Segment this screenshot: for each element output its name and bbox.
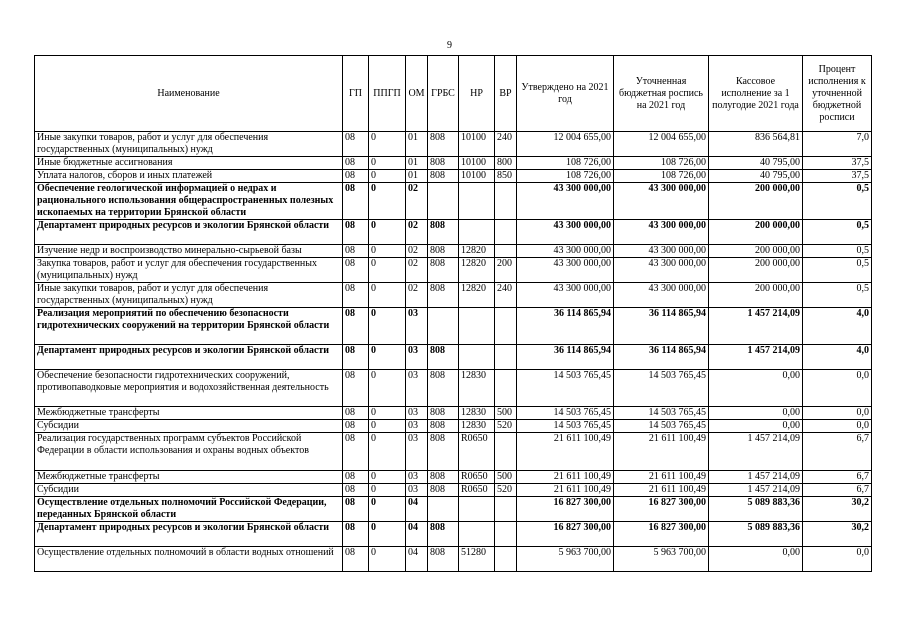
cell-ppgp: 0 xyxy=(369,132,406,157)
cell-grbs xyxy=(428,497,459,522)
cell-cash: 0,00 xyxy=(709,420,803,433)
cell-nr: 12820 xyxy=(459,245,495,258)
cell-name: Обеспечение геологической информацией о недрах и рационального использования общераспространенных полезных ископаемых на территории Брянской области xyxy=(35,183,343,220)
cell-nr: 51280 xyxy=(459,547,495,572)
cell-gp: 08 xyxy=(343,370,369,407)
cell-approved: 43 300 000,00 xyxy=(517,258,614,283)
cell-approved: 36 114 865,94 xyxy=(517,345,614,370)
col-header-gp: ГП xyxy=(343,56,369,132)
cell-ppgp: 0 xyxy=(369,471,406,484)
cell-percent: 6,7 xyxy=(803,484,872,497)
cell-grbs: 808 xyxy=(428,547,459,572)
cell-vr: 240 xyxy=(495,283,517,308)
cell-nr xyxy=(459,308,495,345)
cell-percent: 4,0 xyxy=(803,308,872,345)
cell-percent: 0,5 xyxy=(803,258,872,283)
cell-name: Субсидии xyxy=(35,484,343,497)
cell-percent: 30,2 xyxy=(803,522,872,547)
cell-nr: R0650 xyxy=(459,433,495,471)
cell-gp: 08 xyxy=(343,407,369,420)
table-row xyxy=(35,497,872,522)
cell-grbs: 808 xyxy=(428,258,459,283)
cell-grbs: 808 xyxy=(428,420,459,433)
cell-ppgp: 0 xyxy=(369,345,406,370)
cell-grbs: 808 xyxy=(428,471,459,484)
cell-nr: 12820 xyxy=(459,258,495,283)
cell-percent: 0,5 xyxy=(803,245,872,258)
cell-vr xyxy=(495,220,517,245)
cell-ppgp: 0 xyxy=(369,370,406,407)
cell-cash: 40 795,00 xyxy=(709,170,803,183)
cell-nr: R0650 xyxy=(459,471,495,484)
table-row xyxy=(35,471,872,484)
table-row xyxy=(35,183,872,220)
cell-cash: 5 089 883,36 xyxy=(709,497,803,522)
cell-vr: 520 xyxy=(495,420,517,433)
cell-gp: 08 xyxy=(343,522,369,547)
cell-approved: 14 503 765,45 xyxy=(517,370,614,407)
cell-cash: 0,00 xyxy=(709,370,803,407)
cell-name: Межбюджетные трансферты xyxy=(35,471,343,484)
cell-om: 03 xyxy=(406,471,428,484)
cell-om: 03 xyxy=(406,407,428,420)
cell-cash: 1 457 214,09 xyxy=(709,308,803,345)
cell-percent: 0,0 xyxy=(803,547,872,572)
cell-nr: R0650 xyxy=(459,484,495,497)
col-header-vr: ВР xyxy=(495,56,517,132)
cell-vr xyxy=(495,345,517,370)
cell-vr xyxy=(495,433,517,471)
table-row xyxy=(35,345,872,370)
cell-approved: 43 300 000,00 xyxy=(517,283,614,308)
cell-approved: 14 503 765,45 xyxy=(517,407,614,420)
cell-name: Субсидии xyxy=(35,420,343,433)
cell-gp: 08 xyxy=(343,157,369,170)
cell-approved: 43 300 000,00 xyxy=(517,220,614,245)
cell-grbs xyxy=(428,183,459,220)
cell-cash: 1 457 214,09 xyxy=(709,433,803,471)
cell-gp: 08 xyxy=(343,183,369,220)
table-row xyxy=(35,420,872,433)
table-row xyxy=(35,170,872,183)
table-row xyxy=(35,258,872,283)
cell-grbs xyxy=(428,308,459,345)
cell-percent: 37,5 xyxy=(803,170,872,183)
col-header-refined: Уточненная бюджетная роспись на 2021 год xyxy=(614,56,709,132)
cell-ppgp: 0 xyxy=(369,522,406,547)
cell-om: 04 xyxy=(406,497,428,522)
cell-ppgp: 0 xyxy=(369,157,406,170)
cell-percent: 0,5 xyxy=(803,183,872,220)
cell-refined: 43 300 000,00 xyxy=(614,245,709,258)
cell-vr xyxy=(495,370,517,407)
col-header-approved: Утверждено на 2021 год xyxy=(517,56,614,132)
cell-approved: 108 726,00 xyxy=(517,157,614,170)
cell-om: 02 xyxy=(406,220,428,245)
col-header-cash: Кассовое исполнение за 1 полугодие 2021 года xyxy=(709,56,803,132)
cell-nr: 12820 xyxy=(459,283,495,308)
cell-gp: 08 xyxy=(343,345,369,370)
cell-vr: 500 xyxy=(495,407,517,420)
cell-om: 02 xyxy=(406,183,428,220)
cell-gp: 08 xyxy=(343,132,369,157)
cell-approved: 12 004 655,00 xyxy=(517,132,614,157)
table-row xyxy=(35,308,872,345)
cell-om: 03 xyxy=(406,433,428,471)
cell-gp: 08 xyxy=(343,547,369,572)
table-row xyxy=(35,245,872,258)
cell-gp: 08 xyxy=(343,484,369,497)
cell-refined: 43 300 000,00 xyxy=(614,283,709,308)
cell-grbs: 808 xyxy=(428,220,459,245)
cell-name: Иные закупки товаров, работ и услуг для обеспечения государственных (муниципальных) нужд xyxy=(35,283,343,308)
cell-refined: 5 963 700,00 xyxy=(614,547,709,572)
table-row xyxy=(35,283,872,308)
cell-om: 03 xyxy=(406,370,428,407)
cell-cash: 836 564,81 xyxy=(709,132,803,157)
cell-nr: 12830 xyxy=(459,370,495,407)
cell-name: Департамент природных ресурсов и экологии Брянской области xyxy=(35,522,343,547)
cell-approved: 14 503 765,45 xyxy=(517,420,614,433)
cell-name: Межбюджетные трансферты xyxy=(35,407,343,420)
cell-refined: 43 300 000,00 xyxy=(614,220,709,245)
cell-grbs: 808 xyxy=(428,433,459,471)
cell-nr: 12830 xyxy=(459,407,495,420)
cell-grbs: 808 xyxy=(428,484,459,497)
cell-nr: 10100 xyxy=(459,132,495,157)
cell-percent: 7,0 xyxy=(803,132,872,157)
cell-grbs: 808 xyxy=(428,407,459,420)
cell-refined: 16 827 300,00 xyxy=(614,497,709,522)
cell-grbs: 808 xyxy=(428,345,459,370)
header-row xyxy=(35,56,872,132)
cell-vr xyxy=(495,308,517,345)
cell-om: 03 xyxy=(406,345,428,370)
cell-om: 01 xyxy=(406,170,428,183)
cell-refined: 21 611 100,49 xyxy=(614,484,709,497)
cell-grbs: 808 xyxy=(428,170,459,183)
cell-gp: 08 xyxy=(343,245,369,258)
col-header-grbs: ГРБС xyxy=(428,56,459,132)
cell-percent: 0,5 xyxy=(803,283,872,308)
cell-cash: 1 457 214,09 xyxy=(709,345,803,370)
cell-ppgp: 0 xyxy=(369,433,406,471)
table-body xyxy=(35,132,872,572)
cell-name: Осуществление отдельных полномочий в области водных отношений xyxy=(35,547,343,572)
cell-grbs: 808 xyxy=(428,132,459,157)
cell-refined: 43 300 000,00 xyxy=(614,183,709,220)
col-header-nr: НР xyxy=(459,56,495,132)
cell-vr: 240 xyxy=(495,132,517,157)
cell-vr xyxy=(495,183,517,220)
cell-gp: 08 xyxy=(343,258,369,283)
cell-name: Департамент природных ресурсов и экологии Брянской области xyxy=(35,345,343,370)
cell-cash: 200 000,00 xyxy=(709,183,803,220)
cell-approved: 5 963 700,00 xyxy=(517,547,614,572)
cell-name: Изучение недр и воспроизводство минерально-сырьевой базы xyxy=(35,245,343,258)
cell-approved: 21 611 100,49 xyxy=(517,484,614,497)
cell-vr: 200 xyxy=(495,258,517,283)
table-row xyxy=(35,547,872,572)
table-row xyxy=(35,522,872,547)
cell-grbs: 808 xyxy=(428,522,459,547)
col-header-om: ОМ xyxy=(406,56,428,132)
cell-refined: 21 611 100,49 xyxy=(614,433,709,471)
cell-name: Иные бюджетные ассигнования xyxy=(35,157,343,170)
cell-vr xyxy=(495,547,517,572)
cell-nr: 10100 xyxy=(459,157,495,170)
cell-vr xyxy=(495,522,517,547)
cell-cash: 40 795,00 xyxy=(709,157,803,170)
cell-cash: 0,00 xyxy=(709,547,803,572)
cell-percent: 0,0 xyxy=(803,370,872,407)
cell-refined: 108 726,00 xyxy=(614,157,709,170)
table-row xyxy=(35,407,872,420)
col-header-name: Наименование xyxy=(35,56,343,132)
cell-grbs: 808 xyxy=(428,283,459,308)
cell-om: 03 xyxy=(406,308,428,345)
cell-vr xyxy=(495,245,517,258)
cell-nr: 12830 xyxy=(459,420,495,433)
col-header-percent: Процент исполнения к уточненной бюджетной росписи xyxy=(803,56,872,132)
cell-gp: 08 xyxy=(343,433,369,471)
cell-percent: 6,7 xyxy=(803,471,872,484)
cell-refined: 14 503 765,45 xyxy=(614,420,709,433)
cell-approved: 21 611 100,49 xyxy=(517,471,614,484)
cell-vr: 850 xyxy=(495,170,517,183)
cell-percent: 0,0 xyxy=(803,420,872,433)
cell-om: 01 xyxy=(406,132,428,157)
cell-cash: 200 000,00 xyxy=(709,220,803,245)
cell-refined: 108 726,00 xyxy=(614,170,709,183)
cell-om: 02 xyxy=(406,283,428,308)
table-row xyxy=(35,132,872,157)
cell-cash: 0,00 xyxy=(709,407,803,420)
cell-om: 03 xyxy=(406,420,428,433)
cell-ppgp: 0 xyxy=(369,170,406,183)
cell-cash: 200 000,00 xyxy=(709,258,803,283)
cell-gp: 08 xyxy=(343,497,369,522)
cell-grbs: 808 xyxy=(428,245,459,258)
cell-approved: 16 827 300,00 xyxy=(517,497,614,522)
cell-refined: 21 611 100,49 xyxy=(614,471,709,484)
cell-ppgp: 0 xyxy=(369,183,406,220)
cell-ppgp: 0 xyxy=(369,497,406,522)
cell-approved: 108 726,00 xyxy=(517,170,614,183)
cell-nr xyxy=(459,345,495,370)
cell-gp: 08 xyxy=(343,308,369,345)
cell-refined: 36 114 865,94 xyxy=(614,308,709,345)
cell-cash: 1 457 214,09 xyxy=(709,484,803,497)
cell-gp: 08 xyxy=(343,170,369,183)
cell-name: Реализация мероприятий по обеспечению безопасности гидротехнических сооружений на территории Брянской области xyxy=(35,308,343,345)
cell-om: 01 xyxy=(406,157,428,170)
cell-approved: 43 300 000,00 xyxy=(517,245,614,258)
cell-refined: 14 503 765,45 xyxy=(614,370,709,407)
cell-percent: 4,0 xyxy=(803,345,872,370)
cell-name: Департамент природных ресурсов и экологии Брянской области xyxy=(35,220,343,245)
cell-refined: 14 503 765,45 xyxy=(614,407,709,420)
budget-execution-table xyxy=(34,55,872,572)
cell-nr xyxy=(459,497,495,522)
cell-percent: 0,5 xyxy=(803,220,872,245)
cell-percent: 6,7 xyxy=(803,433,872,471)
cell-refined: 43 300 000,00 xyxy=(614,258,709,283)
cell-refined: 12 004 655,00 xyxy=(614,132,709,157)
cell-grbs: 808 xyxy=(428,370,459,407)
cell-gp: 08 xyxy=(343,420,369,433)
cell-name: Реализация государственных программ субъектов Российской Федерации в области использования и охраны водных объектов xyxy=(35,433,343,471)
cell-approved: 36 114 865,94 xyxy=(517,308,614,345)
cell-ppgp: 0 xyxy=(369,308,406,345)
cell-cash: 5 089 883,36 xyxy=(709,522,803,547)
cell-ppgp: 0 xyxy=(369,258,406,283)
cell-approved: 43 300 000,00 xyxy=(517,183,614,220)
cell-name: Обеспечение безопасности гидротехнических сооружений, противопаводковые мероприятия и водохозяйственная деятельность xyxy=(35,370,343,407)
cell-om: 03 xyxy=(406,484,428,497)
cell-ppgp: 0 xyxy=(369,420,406,433)
cell-nr xyxy=(459,522,495,547)
cell-gp: 08 xyxy=(343,471,369,484)
cell-nr: 10100 xyxy=(459,170,495,183)
cell-name: Закупка товаров, работ и услуг для обеспечения государственных (муниципальных) нужд xyxy=(35,258,343,283)
cell-name: Уплата налогов, сборов и иных платежей xyxy=(35,170,343,183)
cell-ppgp: 0 xyxy=(369,245,406,258)
cell-name: Иные закупки товаров, работ и услуг для обеспечения государственных (муниципальных) нужд xyxy=(35,132,343,157)
table-row xyxy=(35,220,872,245)
cell-percent: 0,0 xyxy=(803,407,872,420)
cell-vr: 500 xyxy=(495,471,517,484)
cell-percent: 37,5 xyxy=(803,157,872,170)
page-number: 9 xyxy=(447,40,452,51)
cell-ppgp: 0 xyxy=(369,220,406,245)
table-row xyxy=(35,370,872,407)
cell-om: 02 xyxy=(406,245,428,258)
cell-ppgp: 0 xyxy=(369,283,406,308)
cell-nr xyxy=(459,183,495,220)
cell-om: 04 xyxy=(406,522,428,547)
cell-gp: 08 xyxy=(343,283,369,308)
cell-cash: 1 457 214,09 xyxy=(709,471,803,484)
cell-ppgp: 0 xyxy=(369,547,406,572)
cell-cash: 200 000,00 xyxy=(709,283,803,308)
cell-refined: 36 114 865,94 xyxy=(614,345,709,370)
cell-grbs: 808 xyxy=(428,157,459,170)
table-row xyxy=(35,484,872,497)
cell-approved: 16 827 300,00 xyxy=(517,522,614,547)
cell-nr xyxy=(459,220,495,245)
cell-approved: 21 611 100,49 xyxy=(517,433,614,471)
cell-om: 04 xyxy=(406,547,428,572)
cell-ppgp: 0 xyxy=(369,407,406,420)
table-row xyxy=(35,433,872,471)
cell-vr xyxy=(495,497,517,522)
cell-gp: 08 xyxy=(343,220,369,245)
cell-cash: 200 000,00 xyxy=(709,245,803,258)
cell-refined: 16 827 300,00 xyxy=(614,522,709,547)
table-row xyxy=(35,157,872,170)
cell-percent: 30,2 xyxy=(803,497,872,522)
col-header-ppgp: ППГП xyxy=(369,56,406,132)
cell-name: Осуществление отдельных полномочий Российской Федерации, переданных Брянской области xyxy=(35,497,343,522)
cell-vr: 800 xyxy=(495,157,517,170)
cell-vr: 520 xyxy=(495,484,517,497)
cell-om: 02 xyxy=(406,258,428,283)
cell-ppgp: 0 xyxy=(369,484,406,497)
